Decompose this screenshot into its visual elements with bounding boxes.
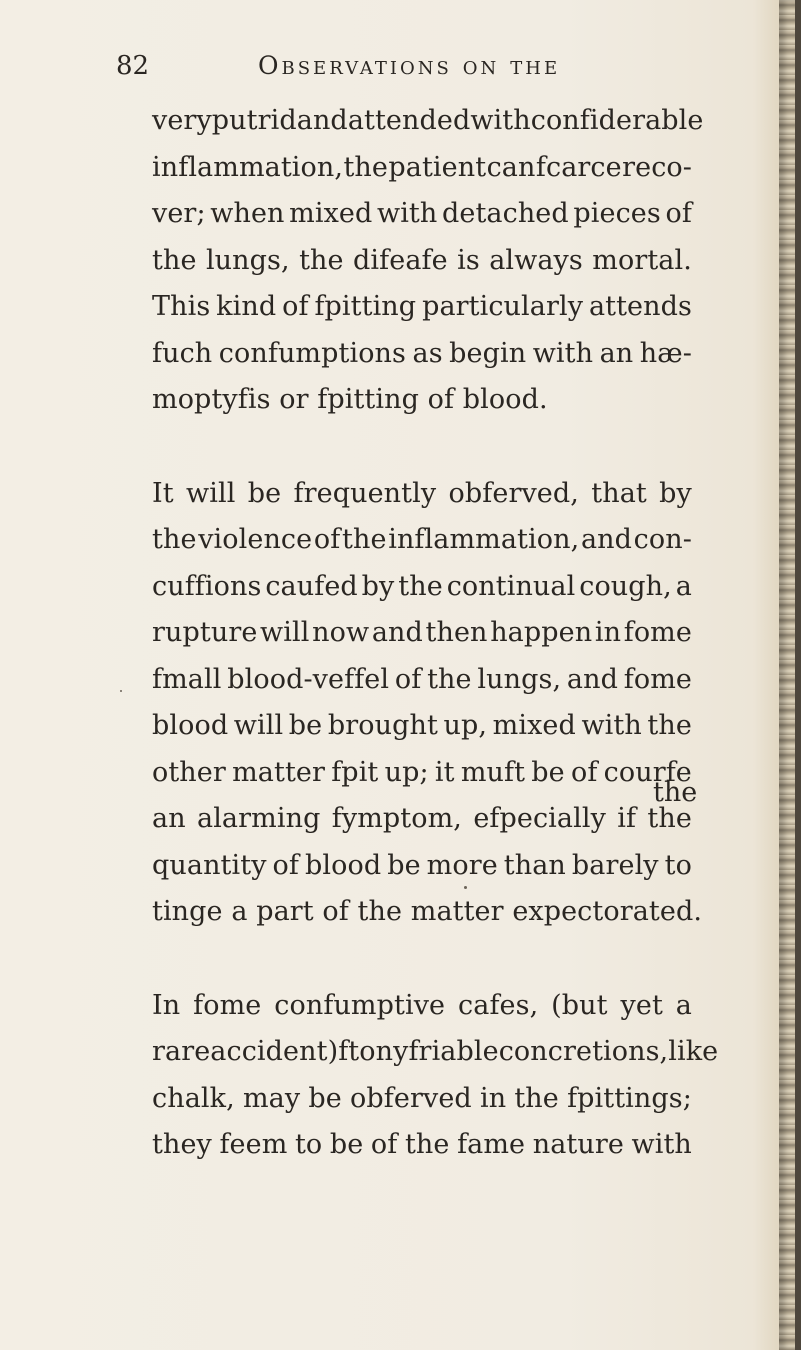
running-head: Observations on the: [258, 51, 561, 80]
paragraph-gap: [152, 424, 692, 471]
ink-speck: [464, 886, 467, 889]
text-line: they feem to be of the fame nature with: [152, 1129, 692, 1160]
text-line: an alarming fymptom, efpecially if the: [152, 803, 692, 834]
text-line: other matter fpit up; it muft be of courfe: [152, 756, 692, 788]
text-line: This kind of fpitting particularly attends: [152, 291, 692, 322]
page-number: 82: [116, 51, 150, 81]
page-edge-shadow: [795, 0, 801, 1350]
ink-speck: [120, 690, 122, 692]
text-line: fuch confumptions as begin with an hæ-: [152, 337, 692, 369]
text-line: the violence of the inflammation, and con-: [152, 524, 692, 555]
text-line: tinge a part of the matter expectorated.: [152, 896, 703, 927]
text-line: It will be frequently obferved, that by: [152, 477, 692, 509]
text-line: inflammation, the patient can fcarce reco-: [152, 151, 692, 183]
text-line: blood will be brought up, mixed with the: [152, 710, 692, 741]
paragraph-gap: [152, 936, 692, 983]
paragraph: [152, 983, 719, 1169]
body-text: [152, 98, 719, 1169]
paragraph: [152, 471, 703, 936]
text-line: very putrid and attended with confiderable: [152, 105, 704, 136]
text-line: moptyfis or fpitting of blood.: [152, 384, 548, 415]
text-line: rare accident) ftony friable concretions, like: [152, 1036, 719, 1067]
text-line: ver; when mixed with detached pieces of: [152, 198, 692, 229]
text-line: rupture will now and then happen in fome: [152, 617, 692, 648]
text-line: chalk, may be obferved in the fpittings;: [152, 1082, 692, 1114]
text-line: fmall blood-veffel of the lungs, and fome: [152, 663, 692, 695]
text-line: the lungs, the difeafe is always mortal.: [152, 244, 692, 276]
text-line: cuffions caufed by the continual cough, a: [152, 570, 692, 602]
text-line: In fome confumptive cafes, (but yet a: [152, 989, 692, 1021]
text-line: quantity of blood be more than barely to: [152, 849, 692, 881]
catchword: the: [653, 777, 698, 808]
paragraph: [152, 98, 704, 424]
